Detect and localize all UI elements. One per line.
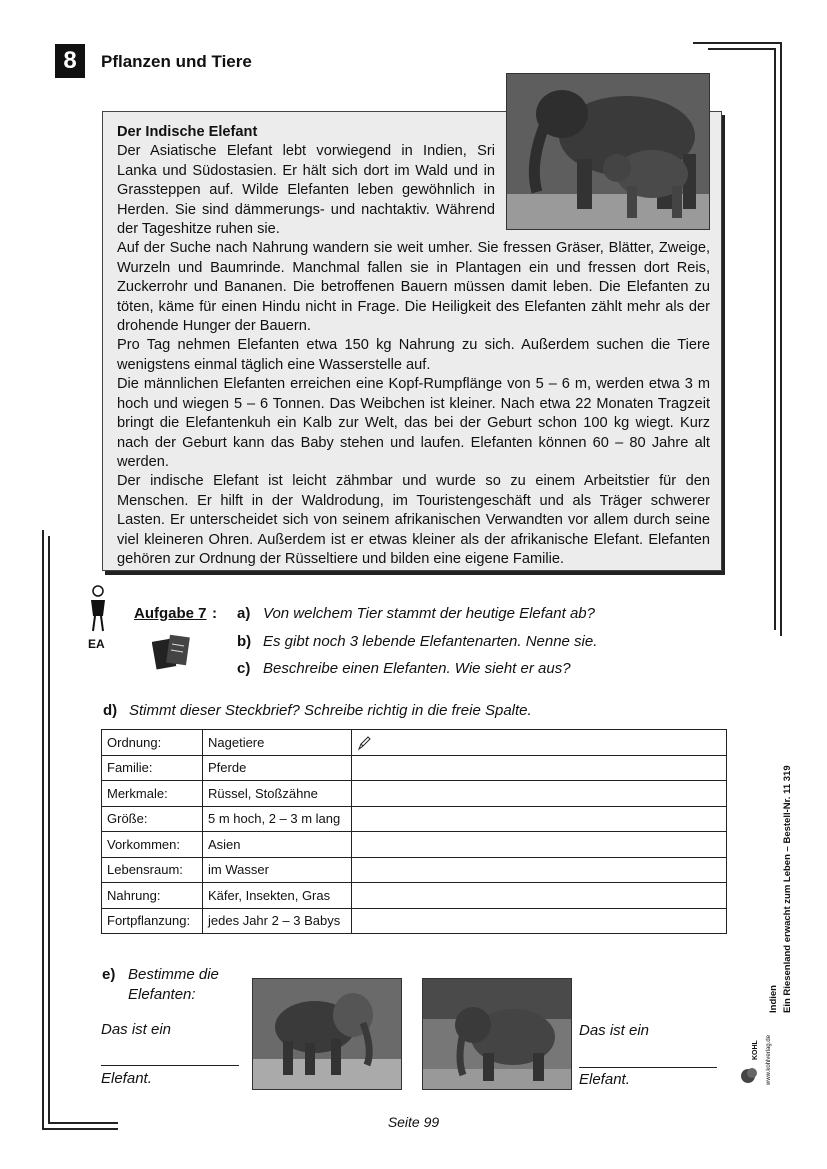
question-c-text: Beschreibe einen Elefanten. Wie sieht er aus? xyxy=(263,660,571,677)
row-label: Vorkommen: xyxy=(102,832,203,858)
task-colon: : xyxy=(212,605,217,622)
table-row xyxy=(102,857,727,883)
row-value: Rüssel, Stoßzähne xyxy=(203,781,352,807)
info-heading: Der Indische Elefant xyxy=(117,124,258,140)
chapter-number: 8 xyxy=(55,44,85,78)
frame-line-top xyxy=(693,42,782,44)
left-answer-prefix: Das ist ein xyxy=(101,1021,172,1038)
question-c xyxy=(237,660,571,677)
table-row xyxy=(102,832,727,858)
question-e-text-1: Bestimme die xyxy=(128,966,219,983)
question-d-text: Stimmt dieser Steckbrief? Schreibe richtig in die freie Spalte. xyxy=(129,702,532,719)
answer-cell[interactable] xyxy=(352,755,727,781)
answer-cell[interactable] xyxy=(352,883,727,909)
info-paragraph-2: Auf der Suche nach Nahrung wandern sie weit umher. Sie fressen Gräser, Blätter, Zweige, Wurzeln und Baumrinde. Manchmal fallen sie in Plantagen ein und fressen dort Reis, Zuckerrohr und Bananen. Die betroffenen Bauern müssen damit leben. Die Elefanten zu töten, käme für einen Hindu nicht in Frage. Die Heiligkeit des Elefanten zählt mehr als der drohende Hunger der Bauern. xyxy=(117,240,710,335)
left-answer-suffix: Elefant. xyxy=(101,1070,152,1087)
page-number: Seite 99 xyxy=(387,1114,440,1130)
frame-line-right xyxy=(780,42,782,636)
question-a-text: Von welchem Tier stammt der heutige Elefant ab? xyxy=(263,605,595,622)
question-e xyxy=(102,966,219,983)
right-answer-prefix: Das ist ein xyxy=(579,1022,650,1039)
answer-cell[interactable] xyxy=(352,781,727,807)
row-label: Merkmale: xyxy=(102,781,203,807)
frame-line-top-inner xyxy=(708,48,776,50)
row-value: Pferde xyxy=(203,755,352,781)
left-answer-blank[interactable] xyxy=(101,1065,239,1066)
row-value: Nagetiere xyxy=(203,730,352,756)
question-d xyxy=(103,702,532,719)
question-d-letter: d) xyxy=(103,702,118,719)
row-label: Größe: xyxy=(102,806,203,832)
question-e-text-2: Elefanten: xyxy=(128,986,196,1003)
question-e-letter: e) xyxy=(102,966,116,983)
row-value: Asien xyxy=(203,832,352,858)
frame-line-left xyxy=(42,530,44,1130)
answer-cell[interactable] xyxy=(352,857,727,883)
table-row xyxy=(102,806,727,832)
books-icon xyxy=(152,634,194,675)
info-paragraph-1: Der Asiatische Elefant lebt vorwiegend in Indien, Sri Lanka und Südostasien. Er hält sich dort im Wald und in Grassteppen auf. Wilde Elefanten leben gewöhnlich in Herden. Sie sind dämmerungs- und nachtaktiv. Während der Tageshitze ruhen sie. xyxy=(117,143,495,238)
row-value: jedes Jahr 2 – 3 Babys xyxy=(203,908,352,934)
right-answer-blank[interactable] xyxy=(579,1067,717,1068)
table-row xyxy=(102,883,727,909)
answer-cell[interactable] xyxy=(352,806,727,832)
elephant-photo-indian xyxy=(422,978,572,1090)
task-label: Aufgabe 7 xyxy=(134,605,207,622)
row-value: 5 m hoch, 2 – 3 m lang xyxy=(203,806,352,832)
frame-line-right-inner xyxy=(774,48,776,630)
answer-cell[interactable] xyxy=(352,832,727,858)
answer-cell[interactable] xyxy=(352,730,727,756)
table-row xyxy=(102,755,727,781)
question-a xyxy=(237,605,595,622)
question-b-letter: b) xyxy=(237,633,252,650)
table-row xyxy=(102,730,727,756)
question-a-letter: a) xyxy=(237,605,251,622)
steckbrief-table xyxy=(101,729,727,934)
sidebar-subtitle: Ein Riesenland erwacht zum Leben – Bestell-Nr. 11 319 xyxy=(782,765,793,1013)
elephant-photo-mother-calf xyxy=(506,73,710,230)
row-label: Nahrung: xyxy=(102,883,203,909)
frame-line-left-inner xyxy=(48,536,50,1124)
publisher-logo-icon xyxy=(740,1066,760,1091)
table-row xyxy=(102,908,727,934)
elephant-photo-african xyxy=(252,978,402,1090)
info-paragraph-3: Pro Tag nehmen Elefanten etwa 150 kg Nahrung zu sich. Außerdem suchen die Tiere wenigstens einmal täglich eine Wasserstelle auf. xyxy=(117,337,710,373)
info-paragraph-4: Die männlichen Elefanten erreichen eine Kopf-Rumpflänge von 5 – 6 m, werden etwa 3 m hoch und wiegen 5 – 6 Tonnen. Das Weibchen ist kleiner. Nach etwa 22 Monaten Tragzeit bringt die Elefantenkuh ein Kalb zur Welt, das bei der Geburt schon 100 kg wiegt. Kurz nach der Geburt kann das Baby stehen und laufen. Elefanten können 60 – 80 Jahre alt werden. xyxy=(117,376,710,470)
question-b-text: Es gibt noch 3 lebende Elefantenarten. Nenne sie. xyxy=(263,633,598,650)
question-c-letter: c) xyxy=(237,660,251,677)
work-mode-label: EA xyxy=(88,637,105,651)
row-value: Käfer, Insekten, Gras xyxy=(203,883,352,909)
info-paragraph-5: Der indische Elefant ist leicht zähmbar und wurde so zu einem Arbeitstier für den Menschen. Er hilft in der Waldrodung, im Touristengeschäft und als Träger schwerer Lasten. Er unterscheidet sich von seinem afrikanischen Verwandten vor allem durch seine viel kleineren Ohren. Außerdem ist er etwas kleiner als der afrikanische Elefant. Elefanten gehören zur Ordnung der Rüsseltiere und bilden eine eigene Familie. xyxy=(117,473,710,567)
chapter-title: Pflanzen und Tiere xyxy=(101,52,252,71)
person-icon xyxy=(86,584,110,639)
pencil-icon xyxy=(357,735,371,751)
right-answer-suffix: Elefant. xyxy=(579,1071,630,1088)
question-b xyxy=(237,633,597,650)
row-label: Fortpflanzung: xyxy=(102,908,203,934)
table-row xyxy=(102,781,727,807)
row-value: im Wasser xyxy=(203,857,352,883)
row-label: Familie: xyxy=(102,755,203,781)
publisher-url: www.kohlverlag.de xyxy=(766,1034,772,1085)
row-label: Lebensraum: xyxy=(102,857,203,883)
row-label: Ordnung: xyxy=(102,730,203,756)
sidebar-title: Indien xyxy=(768,985,779,1013)
publisher-name: KOHL xyxy=(752,1040,759,1060)
answer-cell[interactable] xyxy=(352,908,727,934)
